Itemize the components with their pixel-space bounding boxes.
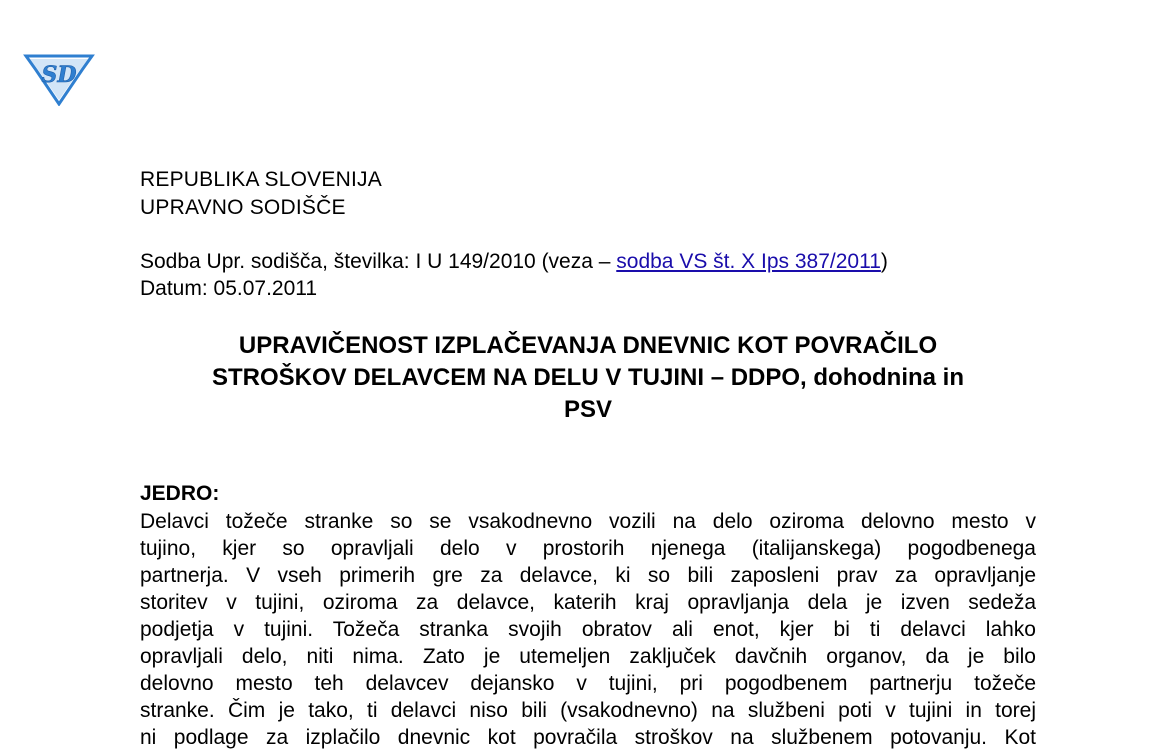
paragraph-line: opravljali delo, niti nima. Zato je utemeljen zaključek davčnih organov, da je bilo [140,645,1036,668]
case-number-line [140,248,888,275]
case-number-suffix: ) [880,250,888,273]
paragraph-line: ni podlage za izplačilo dnevnic kot povračila stroškov na službenem potovanju. Kot [140,726,1036,749]
paragraph-line: partnerja. V vseh primerih gre za delavce, ki so bili zaposleni prav za opravljanje [140,564,1036,587]
title-line-1: UPRAVIČENOST IZPLAČEVANJA DNEVNIC KOT POVRAČILO [238,332,938,359]
sd-shield-icon [22,48,96,106]
judgment-date: Datum: 05.07.2011 [140,277,318,300]
svg-text:SD: SD [41,62,77,88]
case-citation [140,248,888,302]
title-line-2: STROŠKOV DELAVCEM NA DELU V TUJINI – DDPO, dohodnina in [211,364,965,391]
court-logo [22,48,96,106]
document-title [140,330,1036,426]
jedro-paragraph [140,508,1036,751]
section-heading-jedro: JEDRO: [140,482,220,505]
case-number-prefix: Sodba Upr. sodišča, številka: I U 149/2010 (veza – [140,250,617,273]
title-line-3: PSV [563,396,613,423]
paragraph-line: stranke. Čim je tako, ti delavci niso bili (vsakodnevno) na službeni poti v tujini in torej [140,699,1036,722]
country-name: REPUBLIKA SLOVENIJA [140,168,382,191]
paragraph-line: podjetja v tujini. Tožeča stranka svojih obratov ali enot, kjer bi ti delavci lahko [140,618,1036,641]
court-header [140,166,382,222]
paragraph-line: Delavci tožeče stranke so se vsakodnevno vozili na delo oziroma delovno mesto v [140,510,1036,533]
court-name: UPRAVNO SODIŠČE [140,196,346,219]
paragraph-line: storitev v tujini, oziroma za delavce, katerih kraj opravljanja dela je izven sedeža [140,591,1036,614]
paragraph-line: delovno mesto teh delavcev dejansko v tujini, pri pogodbenem partnerju tožeče [140,672,1036,695]
paragraph-line: tujino, kjer so opravljali delo v prostorih njenega (italijanskega) pogodbenega [140,537,1036,560]
related-judgment-link[interactable]: sodba VS št. X Ips 387/2011 [616,250,881,273]
